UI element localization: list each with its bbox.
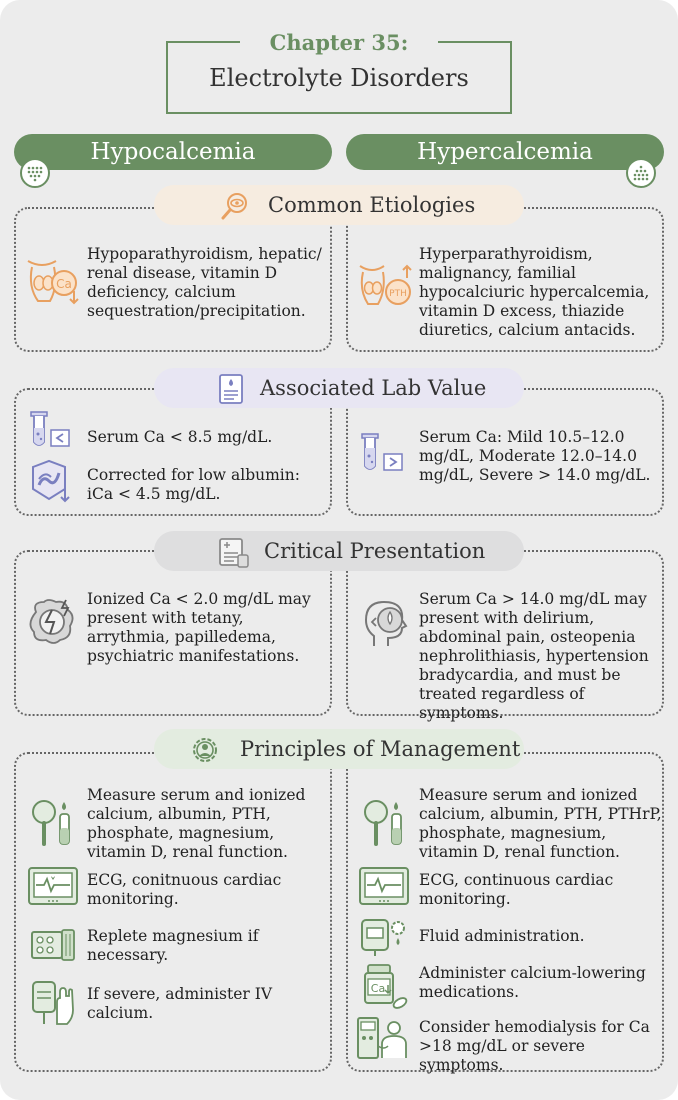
thyroid-calcium-down-icon xyxy=(24,257,80,307)
presentation-right-text: Serum Ca > 14.0 mg/dL may present with delirium, abdominal pain, osteopenia nephrolithiasis, hypertension bradycardia, and must be treated regardless of symptoms. xyxy=(419,590,649,722)
management-label: Principles of Management xyxy=(240,737,521,761)
management-right-item-2: ECG, continuous cardiac monitoring. xyxy=(419,871,614,908)
arrow-up-dots-icon xyxy=(626,158,656,188)
test-tube-down-icon xyxy=(29,410,73,450)
column-header-hypocalcemia: Hypocalcemia xyxy=(14,134,332,170)
pth-symbol: PTH xyxy=(389,289,407,299)
gear-person-icon xyxy=(190,735,220,765)
management-right-item-3: Fluid administration. xyxy=(419,927,585,945)
ecg-monitor-icon xyxy=(27,866,81,908)
management-right-item-5: Consider hemodialysis for Ca >18 mg/dL or severe symptoms. xyxy=(419,1018,650,1074)
calcium-label: Ca xyxy=(370,982,386,995)
etiologies-label: Common Etiologies xyxy=(268,193,476,217)
iv-bag-hand-icon xyxy=(31,980,77,1028)
etiologies-left-text: Hypoparathyroidism, hepatic/ renal disease, vitamin D deficiency, calcium sequestration/precipitation. xyxy=(87,245,322,320)
albumin-down-icon xyxy=(29,459,73,503)
test-tube-up-icon xyxy=(360,432,408,476)
management-left-item-2: ECG, conitnuous cardiac monitoring. xyxy=(87,871,282,908)
calcium-symbol: Ca xyxy=(56,277,72,291)
chapter-label: Chapter 35: xyxy=(240,30,438,55)
arrow-down-dots-icon xyxy=(20,158,50,188)
thyroid-pth-up-icon xyxy=(356,262,412,308)
magnifier-eye-icon xyxy=(220,191,250,221)
column-header-hypercalcemia: Hypercalcemia xyxy=(346,134,664,170)
pill-blister-icon xyxy=(30,928,76,962)
medication-bottle-icon xyxy=(362,963,408,1009)
magnifier-test-tube-icon-right xyxy=(362,798,406,848)
page-title: Electrolyte Disorders xyxy=(209,64,469,92)
head-profile-icon xyxy=(358,598,410,648)
ecg-monitor-icon-right xyxy=(358,866,412,908)
management-left-item-1: Measure serum and ionized calcium, albumin, PTH, phosphate, magnesium, vitamin D, renal function. xyxy=(87,786,306,861)
lab-pill xyxy=(154,368,524,408)
management-right-item-1: Measure serum and ionized calcium, albumin, PTH, PTHrP, phosphate, magnesium, vitamin D, renal function. xyxy=(419,786,662,861)
presentation-label: Critical Presentation xyxy=(264,539,486,563)
lab-left-text-1: Serum Ca < 8.5 mg/dL. xyxy=(87,428,273,446)
presentation-left-text: Ionized Ca < 2.0 mg/dL may present with tetany, arrythmia, papilledema, psychiatric manifestations. xyxy=(87,590,311,665)
hemodialysis-machine-icon xyxy=(356,1016,412,1060)
lab-label: Associated Lab Value xyxy=(260,376,487,400)
lab-report-icon xyxy=(218,374,244,404)
fluid-bag-gear-icon xyxy=(360,916,408,956)
management-pill xyxy=(154,729,524,769)
lab-left-text-2: Corrected for low albumin: iCa < 4.5 mg/dL. xyxy=(87,466,300,503)
lab-right-text: Serum Ca: Mild 10.5–12.0 mg/dL, Moderate 12.0–14.0 mg/dL, Severe > 14.0 mg/dL. xyxy=(419,428,651,484)
etiologies-right-text: Hyperparathyroidism, malignancy, familial hypocalciuric hypercalcemia, vitamin D excess, thiazide diuretics, calcium antacids. xyxy=(419,245,650,339)
management-right-item-4: Administer calcium-lowering medications. xyxy=(419,964,646,1001)
magnifier-test-tube-icon xyxy=(30,798,74,848)
management-left-item-3: Replete magnesium if necessary. xyxy=(87,927,259,964)
brain-lightning-icon xyxy=(26,598,76,646)
clipboard-icon xyxy=(218,537,250,569)
management-left-item-4: If severe, administer IV calcium. xyxy=(87,985,273,1022)
presentation-pill xyxy=(154,531,524,571)
etiologies-pill xyxy=(154,185,524,225)
